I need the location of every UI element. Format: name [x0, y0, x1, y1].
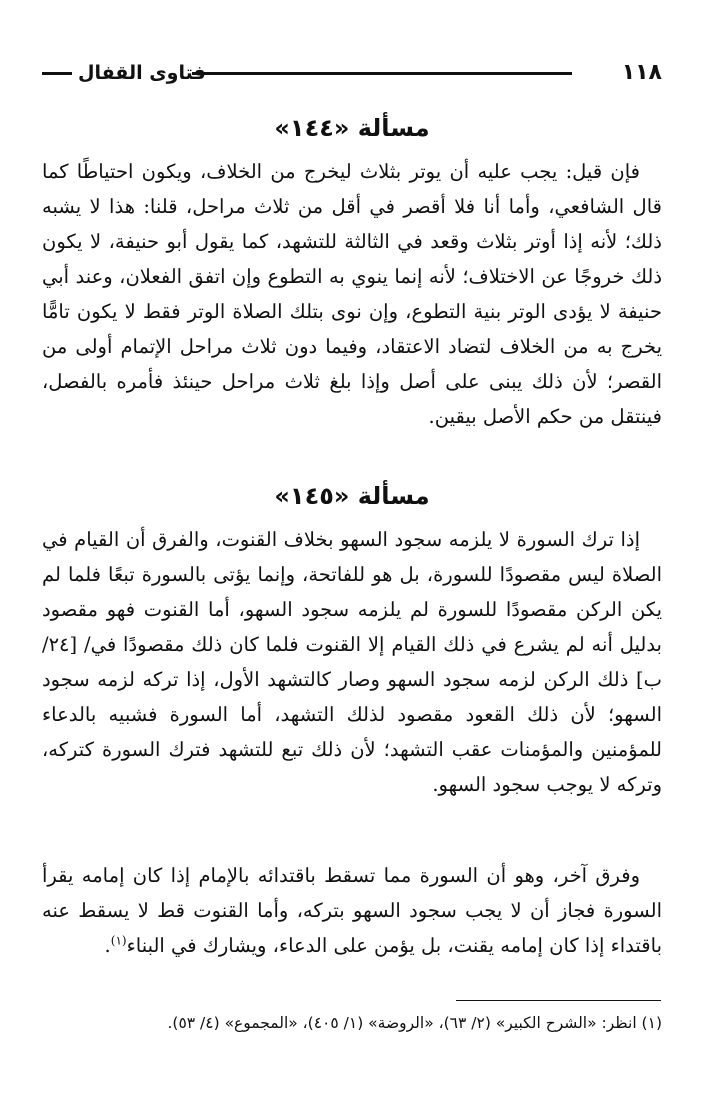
- section-heading-145: مسألة «١٤٥»: [274, 482, 430, 510]
- paragraph: فإن قيل: يجب عليه أن يوتر بثلاث ليخرج من الخلاف، ويكون احتياطًا كما قال الشافعي، وأما أنا فلا أقصر في أقل من ثلاث مراحل، قلنا: هذا لا يشبه ذلك؛ لأنه إذا أوتر بثلاث وقعد في الثالثة للتشهد، كما يقول أبو حنيفة، لا يكون ذلك خروجًا عن الاختلاف؛ لأنه إنما ينوي به التطوع وإن اتفق الفعلان، وعند أبي حنيفة لا يؤدى الوتر بنية التطوع، وإن نوى بتلك الصلاة الوتر فقط لا يكون تامًّا يخرج به من الخلاف لتضاد الاعتقاد، وفيما دون ثلاث مراحل الإتمام أولى من القصر؛ لأن ذلك يبنى على أصل وإذا بلغ ثلاث مراحل حينئذ فأمره بالفصل، فينتقل من حكم الأصل بيقين.: [42, 160, 663, 428]
- section-heading-144: مسألة «١٤٤»: [274, 114, 430, 142]
- paragraph: وفرق آخر، وهو أن السورة مما تسقط باقتدائه بالإمام إذا كان إمامه يقرأ السورة فجاز أن لا يجب سجود السهو بتركه، وأما القنوت قط لا يسقط عنه باقتداء إذا كان إمامه يقنت، بل يؤمن على الدعاء، ويشارك في البناء$^{(١)}$.: [42, 864, 662, 957]
- header-rule-end: [42, 72, 72, 75]
- page-number: ١١٨: [621, 60, 662, 85]
- header-rule: [192, 72, 572, 75]
- running-header: [42, 58, 662, 88]
- paragraph: إذا ترك السورة لا يلزمه سجود السهو بخلاف القنوت، والفرق أن القيام في الصلاة ليس مقصودًا للسورة، بل هو للفاتحة، وإنما يؤتى بالسورة تبعًا فلما لم يكن الركن مقصودًا للسورة لم يلزمه سجود السهو، أما القنوت فهو مقصود بدليل أنه لم يشرع في ذلك القيام إلا القنوت فلما كان ذلك مقصودًا في/ [٢٤/ب] ذلك الركن لزمه سجود السهو وصار كالتشهد الأول، إذا تركه لزمه سجود السهو؛ لأن ذلك القعود مقصود لذلك التشهد، أما السورة فشبيه بالدعاء للمؤمنين والمؤمنات عقب التشهد؛ لأن ذلك تبع للتشهد فترك السورة كتركه، وتركه لا يوجب سجود السهو.: [42, 528, 662, 796]
- section-body-144: [42, 154, 662, 434]
- footnote-separator: [456, 1000, 661, 1001]
- section-body-145: [42, 522, 662, 802]
- book-title: فتاوى القفال: [78, 62, 206, 84]
- footnote: (١) انظر: «الشرح الكبير» (٢/ ٦٣)، «الروضة» (١/ ٤٠٥)، «المجموع» (٤/ ٥٣).: [167, 1014, 662, 1032]
- paragraph-text: وفرق آخر، وهو أن السورة مما تسقط باقتدائه بالإمام إذا كان إمامه يقرأ السورة فجاز أن لا يجب سجود السهو بتركه، وأما القنوت قط لا يسقط عنه باقتداء إذا كان إمامه يقنت، بل يؤمن على الدعاء، ويشارك في البناء: [42, 864, 662, 957]
- section-body-145-cont: [42, 858, 662, 963]
- footnote-marker[interactable]: (١): [110, 933, 127, 948]
